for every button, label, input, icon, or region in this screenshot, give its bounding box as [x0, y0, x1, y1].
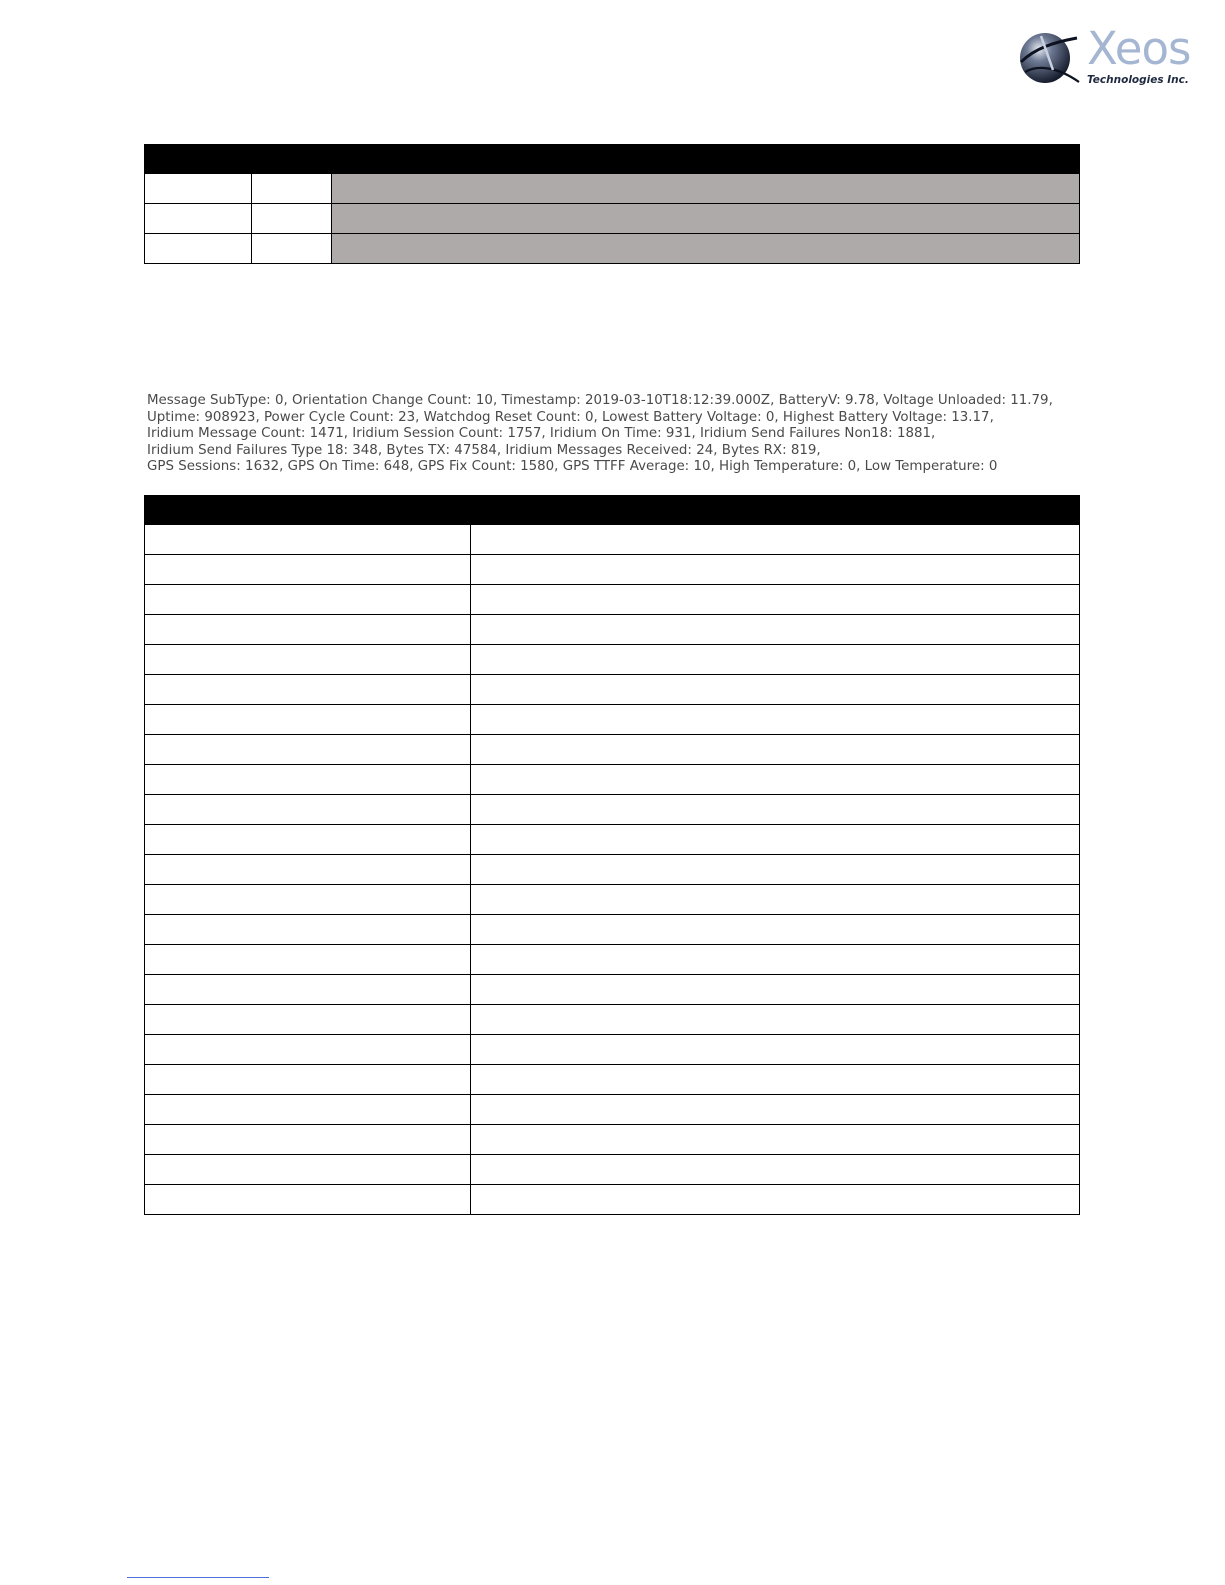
table-row [145, 735, 1080, 765]
top-table-header [145, 145, 1080, 174]
field-value-cell [471, 1185, 1080, 1215]
field-value-cell [471, 945, 1080, 975]
logo-subtitle: Technologies Inc. [1087, 74, 1189, 86]
table-row [145, 705, 1080, 735]
table-row [145, 975, 1080, 1005]
field-value-cell [471, 555, 1080, 585]
table-row [145, 1095, 1080, 1125]
table-row [145, 795, 1080, 825]
table-row [145, 1155, 1080, 1185]
field-table-header [145, 496, 1080, 525]
table-row [145, 765, 1080, 795]
table-row [145, 525, 1080, 555]
field-value-cell [471, 1005, 1080, 1035]
field-name-cell [145, 1185, 471, 1215]
table-cell [252, 174, 332, 204]
field-value-cell [471, 795, 1080, 825]
table-row [145, 1125, 1080, 1155]
message-line: Iridium Message Count: 1471, Iridium Session Count: 1757, Iridium On Time: 931, Iridium Send Failures Non18: 1881, [147, 426, 936, 442]
table-cell [252, 204, 332, 234]
table-row [145, 675, 1080, 705]
field-name-cell [145, 1155, 471, 1185]
table-row [145, 174, 1080, 204]
table-row [145, 234, 1080, 264]
field-value-cell [471, 1155, 1080, 1185]
decoded-message-text [147, 393, 1097, 476]
top-table-header-cell [145, 145, 1080, 174]
field-name-cell [145, 645, 471, 675]
field-name-cell [145, 1035, 471, 1065]
table-row [145, 645, 1080, 675]
field-name-cell [145, 915, 471, 945]
table-row [145, 555, 1080, 585]
field-table [144, 495, 1080, 1215]
field-name-cell [145, 765, 471, 795]
top-table [144, 144, 1080, 264]
field-value-cell [471, 675, 1080, 705]
field-value-cell [471, 1095, 1080, 1125]
table-row [145, 615, 1080, 645]
field-name-cell [145, 855, 471, 885]
field-name-cell [145, 1005, 471, 1035]
table-row [145, 204, 1080, 234]
table-row [145, 585, 1080, 615]
field-value-cell [471, 735, 1080, 765]
table-row [145, 885, 1080, 915]
field-name-cell [145, 795, 471, 825]
field-value-cell [471, 1065, 1080, 1095]
shaded-cell [332, 174, 1080, 204]
globe-logo-icon [1015, 28, 1085, 92]
table-row [145, 825, 1080, 855]
table-cell [145, 204, 252, 234]
table-row [145, 855, 1080, 885]
shaded-cell [332, 204, 1080, 234]
field-name-cell [145, 1095, 471, 1125]
xeos-logo [1015, 22, 1205, 92]
field-name-cell [145, 1065, 471, 1095]
field-value-cell [471, 615, 1080, 645]
message-line: Iridium Send Failures Type 18: 348, Bytes TX: 47584, Iridium Messages Received: 24, Bytes RX: 819, [147, 442, 821, 458]
field-value-cell [471, 1035, 1080, 1065]
field-value-cell [471, 1125, 1080, 1155]
table-row [145, 945, 1080, 975]
field-name-cell [145, 945, 471, 975]
field-name-cell [145, 705, 471, 735]
table-row [145, 1005, 1080, 1035]
shaded-cell [332, 234, 1080, 264]
table-cell [145, 174, 252, 204]
field-name-cell [145, 585, 471, 615]
logo-wordmark: Xeos [1087, 22, 1191, 75]
field-name-cell [145, 675, 471, 705]
field-name-cell [145, 825, 471, 855]
table-row [145, 1185, 1080, 1215]
footer-link-underline[interactable] [127, 1577, 269, 1578]
field-value-cell [471, 825, 1080, 855]
message-line: Message SubType: 0, Orientation Change Count: 10, Timestamp: 2019-03-10T18:12:39.000Z, BatteryV: 9.78, Voltage Unloaded: 11.79, [147, 393, 1053, 408]
message-line: Uptime: 908923, Power Cycle Count: 23, Watchdog Reset Count: 0, Lowest Battery Voltage: 0, Highest Battery Voltage: 13.17, [147, 409, 994, 425]
field-value-cell [471, 765, 1080, 795]
table-cell [145, 234, 252, 264]
field-value-cell [471, 645, 1080, 675]
field-value-cell [471, 525, 1080, 555]
table-cell [252, 234, 332, 264]
field-value-cell [471, 885, 1080, 915]
field-name-cell [145, 975, 471, 1005]
field-value-cell [471, 705, 1080, 735]
field-name-cell [145, 885, 471, 915]
table-row [145, 915, 1080, 945]
field-name-cell [145, 615, 471, 645]
field-name-cell [145, 525, 471, 555]
table-row [145, 1035, 1080, 1065]
field-table-header-cell [145, 496, 1080, 525]
field-value-cell [471, 975, 1080, 1005]
field-name-cell [145, 735, 471, 765]
field-value-cell [471, 585, 1080, 615]
field-value-cell [471, 915, 1080, 945]
field-name-cell [145, 1125, 471, 1155]
field-name-cell [145, 555, 471, 585]
message-line: GPS Sessions: 1632, GPS On Time: 648, GPS Fix Count: 1580, GPS TTFF Average: 10, High Temperature: 0, Low Temperature: 0 [147, 459, 998, 475]
table-row [145, 1065, 1080, 1095]
field-value-cell [471, 855, 1080, 885]
